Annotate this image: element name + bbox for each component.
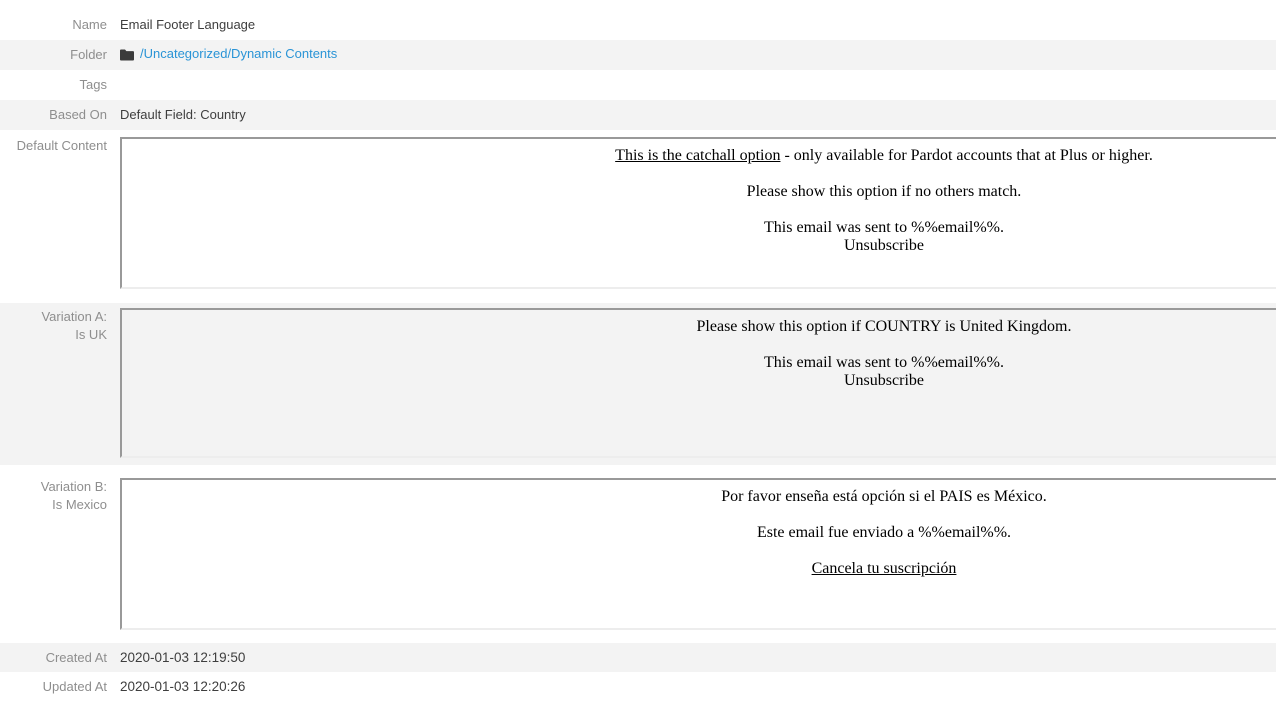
variation-b-paragraph [122, 560, 1276, 578]
variation-a-label [0, 308, 107, 344]
default-content-preview [120, 137, 1276, 289]
name-value: Email Footer Language [120, 17, 256, 32]
variation-a-label-line2: Is UK [75, 327, 107, 342]
name-label: Name [72, 17, 107, 32]
variation-b-preview [120, 478, 1276, 630]
variation-a-paragraph [122, 354, 1276, 390]
sent-to-text: This email was sent to %%email%%. [764, 354, 1004, 371]
unsubscribe-text: Unsubscribe [844, 237, 924, 254]
variation-a-label-line1: Variation A: [41, 309, 107, 324]
folder-breadcrumb-link[interactable] [120, 45, 337, 63]
based-on-label: Based On [49, 107, 107, 122]
variation-b-label-line1: Variation B: [40, 479, 107, 494]
updated-at-value: 2020-01-03 12:20:26 [120, 679, 246, 694]
sent-to-text: This email was sent to %%email%%. [764, 219, 1004, 236]
variation-b-value [107, 478, 1276, 630]
variation-b-paragraph: Este email fue enviado a %%email%%. [756, 524, 1012, 541]
row-name [0, 10, 1276, 40]
row-created-at [0, 643, 1276, 672]
default-content-label: Default Content [16, 138, 107, 153]
variation-b-label [0, 478, 107, 514]
unsubscribe-text: Unsubscribe [844, 372, 924, 389]
folder-label: Folder [70, 47, 107, 62]
variation-a-paragraph: Please show this option if COUNTRY is United Kingdom. [696, 318, 1072, 335]
variation-b-label-line2: Is Mexico [52, 497, 107, 512]
row-based-on [0, 100, 1276, 130]
variation-a-value [107, 308, 1276, 458]
catchall-option-rest: - only available for Pardot accounts that at Plus or higher. [780, 147, 1153, 164]
tags-label: Tags [79, 77, 107, 92]
based-on-value: Default Field: Country [120, 107, 246, 122]
folder-value [107, 45, 1276, 66]
created-at-label: Created At [45, 649, 107, 665]
row-variation-b [0, 472, 1276, 633]
folder-breadcrumb-text: /Uncategorized/Dynamic Contents [140, 45, 338, 61]
row-tags [0, 70, 1276, 100]
default-content-value [107, 137, 1276, 289]
row-default-content [0, 130, 1276, 296]
default-content-paragraph: Please show this option if no others match. [746, 183, 1022, 200]
row-variation-a [0, 303, 1276, 465]
default-content-paragraph [122, 147, 1276, 165]
folder-icon [120, 48, 134, 60]
variation-b-paragraph: Por favor enseña está opción si el PAIS es México. [721, 488, 1047, 505]
updated-at-label: Updated At [42, 679, 107, 694]
created-at-value: 2020-01-03 12:19:50 [120, 649, 246, 665]
catchall-option-link[interactable]: This is the catchall option [615, 147, 781, 164]
row-folder [0, 40, 1276, 70]
variation-a-preview [120, 308, 1276, 458]
cancel-subscription-link[interactable]: Cancela tu suscripción [811, 560, 957, 577]
default-content-paragraph [122, 219, 1276, 255]
row-updated-at [0, 672, 1276, 702]
